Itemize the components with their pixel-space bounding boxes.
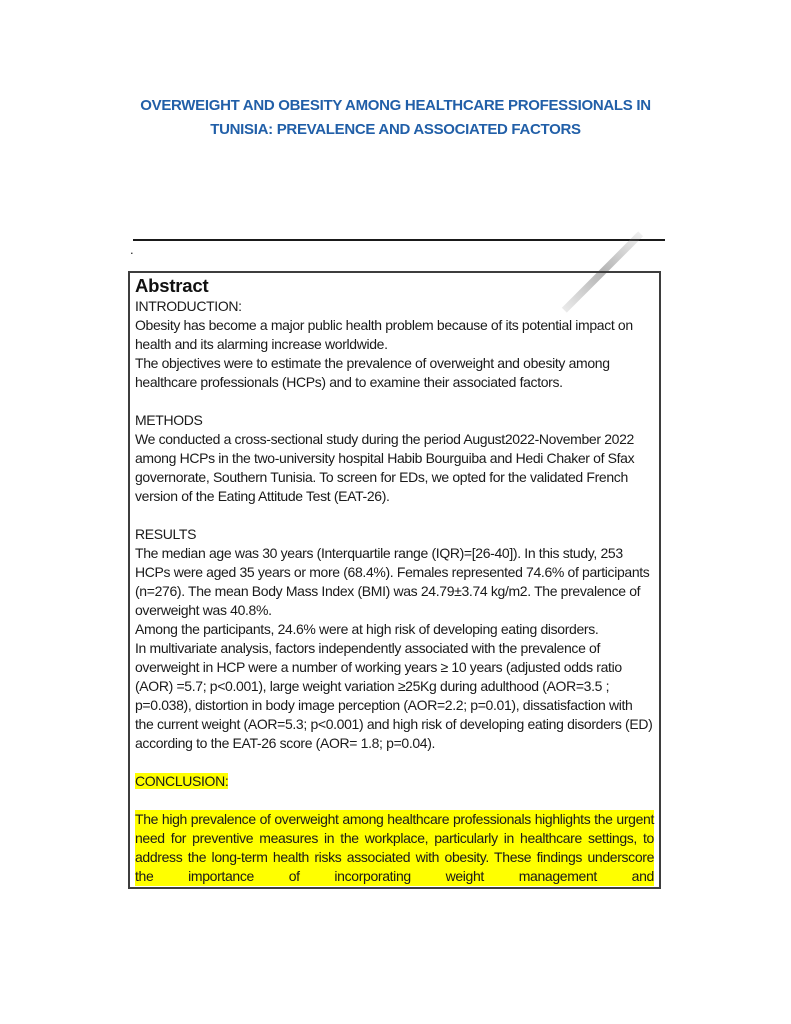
results-paragraph-3: In multivariate analysis, factors independently associated with the prevalence of overweight in HCP were a number of working years ≥ 10 years (adjusted odds ratio (AOR) =5.7; p<0.001), large weight variation ≥25Kg during adulthood (AOR=3.5 ; p=0.038), distortion in body image perception (AOR=2.2; p=0.01), dissatisfaction with the current weight (AOR=5.3; p<0.001) and high risk of developing eating disorders (ED) according to the EAT-26 score (AOR= 1.8; p=0.04). (135, 640, 653, 751)
abstract-heading: Abstract (135, 275, 209, 296)
blank-line (135, 791, 654, 810)
conclusion-label-row (135, 772, 654, 791)
abstract-box (128, 271, 661, 889)
methods-paragraph: We conducted a cross-sectional study during the period August2022-November 2022 among HCPs in the two-university hospital Habib Bourguiba and Hedi Chaker of Sfax governorate, Southern Tunisia. To screen for EDs, we opted for the validated French version of the Eating Attitude Test (EAT-26). (135, 431, 635, 504)
blank-line (135, 392, 654, 411)
results-label: RESULTS (135, 526, 197, 542)
stray-period: . (130, 242, 134, 257)
results-paragraph-2: Among the participants, 24.6% were at high risk of developing eating disorders. (135, 621, 599, 637)
paper-title (0, 94, 791, 142)
conclusion-label: CONCLUSION: (135, 773, 229, 789)
introduction-paragraph-2: The objectives were to estimate the prevalence of overweight and obesity among healthcare professionals (HCPs) and to examine their associated factors. (135, 355, 610, 390)
divider-line (133, 239, 665, 241)
blank-line (135, 753, 654, 772)
paper-title-line-1: OVERWEIGHT AND OBESITY AMONG HEALTHCARE PROFESSIONALS IN (140, 97, 651, 114)
introduction-paragraph-1: Obesity has become a major public health problem because of its potential impact on health and its alarming increase worldwide. (135, 317, 633, 352)
paper-title-line-2: TUNISIA: PREVALENCE AND ASSOCIATED FACTORS (210, 121, 581, 138)
results-paragraph-1: The median age was 30 years (Interquartile range (IQR)=[26-40]). In this study, 253 HCPs were aged 35 years or more (68.4%). Females represented 74.6% of participants (n=276). The mean Body Mass Index (BMI) was 24.79±3.74 kg/m2. The prevalence of overweight was 40.8%. (135, 545, 650, 618)
blank-line (135, 506, 654, 525)
introduction-label: INTRODUCTION: (135, 298, 242, 314)
methods-label: METHODS (135, 412, 203, 428)
conclusion-paragraph: The high prevalence of overweight among healthcare professionals highlights the urgent need for preventive measures in the workplace, particularly in healthcare settings, to address the long-term health risks associated with obesity. These findings underscore the importance of incorporating weight management and (135, 811, 654, 884)
